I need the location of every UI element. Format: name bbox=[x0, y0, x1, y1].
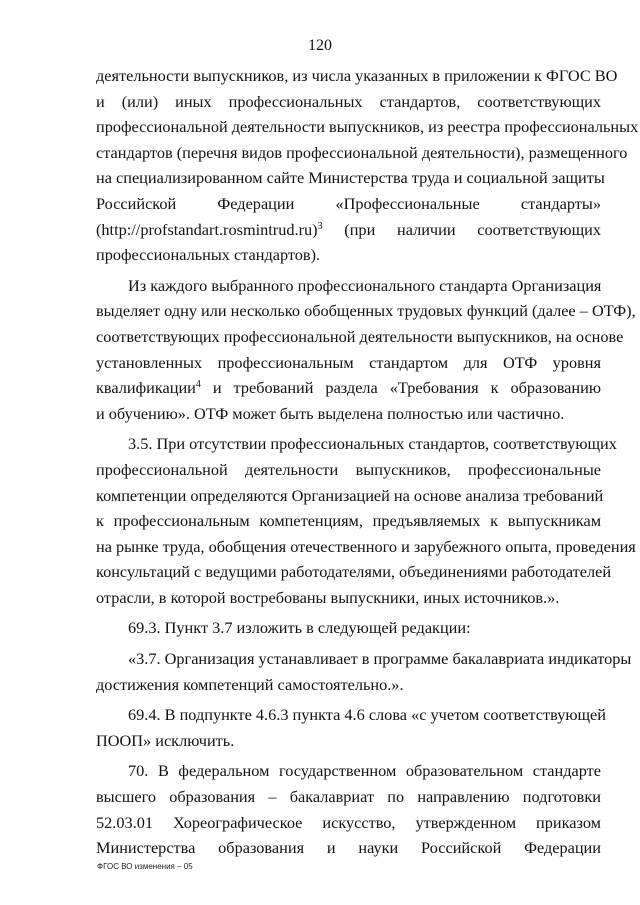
text-line-with-footnote bbox=[96, 217, 601, 243]
text-line: деятельности выпускников, из числа указанных в приложении к ФГОС ВО bbox=[96, 66, 618, 85]
text-line: стандартов (перечня видов профессиональной деятельности), размещенного bbox=[96, 142, 628, 162]
page-number: 120 bbox=[308, 37, 332, 54]
text-line: профессиональной деятельности выпускников, из реестра профессиональных bbox=[96, 117, 639, 137]
page-footer: ФГОС ВО изменения – 05 bbox=[97, 862, 193, 871]
text-line: на специализированном сайте Министерства труда и социальной защиты bbox=[96, 168, 605, 188]
text-fragment: (при наличии соответствующих bbox=[322, 219, 601, 239]
paragraph-start-line: 3.5. При отсутствии профессиональных стандартов, соответствующих bbox=[128, 434, 617, 454]
text-line: компетенции определяются Организацией на основе анализа требований bbox=[96, 485, 604, 505]
footnote-ref-4: 4 bbox=[195, 379, 201, 391]
text-line: профессиональных стандартов). bbox=[96, 245, 321, 265]
paragraph-start-line: 69.3. Пункт 3.7 изложить в следующей редакции: bbox=[128, 618, 471, 638]
text-line: Министерства образования и науки Российской Федерации bbox=[96, 838, 601, 858]
text-line: установленных профессиональным стандартом для ОТФ уровня bbox=[96, 352, 601, 372]
url-text: (http://profstandart.rosmintrud.ru) bbox=[96, 219, 318, 239]
text-line: соответствующих профессиональной деятельности выпускников, на основе bbox=[96, 326, 624, 346]
paragraph-start-line: 69.4. В подпункте 4.6.3 пункта 4.6 слова «с учетом соответствующей bbox=[128, 705, 606, 725]
text-line: высшего образования – бакалавриат по направлению подготовки bbox=[96, 787, 601, 807]
paragraph-start-line: 70. В федеральном государственном образовательном стандарте bbox=[128, 761, 601, 781]
text-line: 52.03.01 Хореографическое искусство, утвержденном приказом bbox=[96, 812, 601, 832]
text-line: профессиональной деятельности выпускников, профессиональные bbox=[96, 459, 601, 479]
text-fragment: и требований раздела «Требования к образованию bbox=[200, 378, 601, 398]
text-line: и (или) иных профессиональных стандартов, соответствующих bbox=[96, 91, 601, 111]
text-line: и обучению». ОТФ может быть выделена полностью или частично. bbox=[96, 403, 565, 423]
paragraph-start-line: Из каждого выбранного профессионального стандарта Организация bbox=[128, 275, 602, 295]
text-line: к профессиональным компетенциям, предъявляемых к выпускникам bbox=[96, 511, 601, 531]
footnote-ref-3: 3 bbox=[317, 220, 323, 232]
text-line: ПООП» исключить. bbox=[96, 730, 235, 750]
text-line: консультаций с ведущими работодателями, объединениями работодателей bbox=[96, 562, 612, 582]
text-line: на рынке труда, обобщения отечественного и зарубежного опыта, проведения bbox=[96, 536, 636, 556]
text-line: Российской Федерации «Профессиональные стандарты» bbox=[96, 193, 601, 213]
text-line: достижения компетенций самостоятельно.». bbox=[96, 674, 404, 694]
text-line: выделяет одну или несколько обобщенных трудовых функций (далее – ОТФ), bbox=[96, 301, 636, 321]
text-fragment: квалификации bbox=[96, 378, 196, 398]
paragraph-start-line: «3.7. Организация устанавливает в программе бакалавриата индикаторы bbox=[128, 649, 632, 669]
text-line: отрасли, в которой востребованы выпускники, иных источников.». bbox=[96, 587, 560, 607]
document-body bbox=[96, 63, 639, 861]
text-line-with-footnote bbox=[96, 375, 601, 401]
